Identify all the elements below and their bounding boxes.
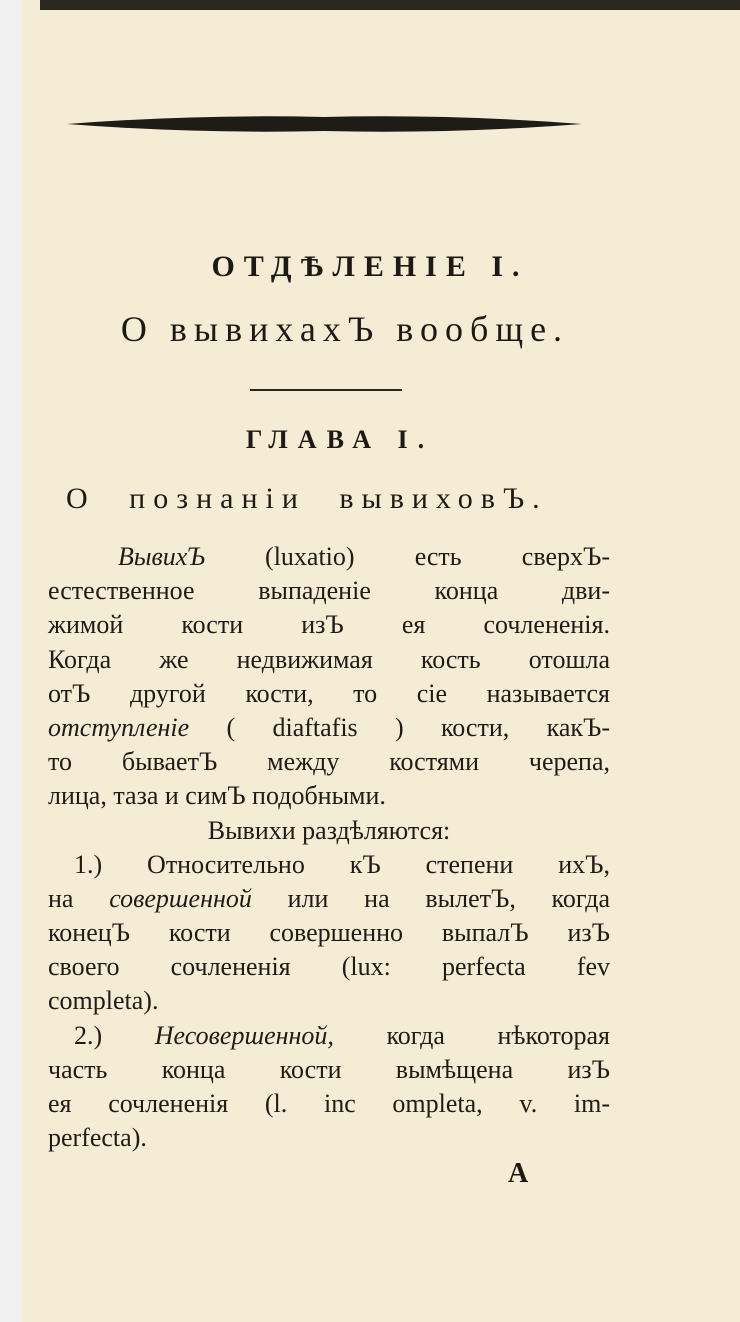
text-line: часть конца кости вымѣщена изЪ (48, 1054, 610, 1084)
text-line: конецЪ кости совершенно выпалЪ изЪ (48, 918, 610, 948)
text-line (48, 711, 610, 745)
text-span: или на вылетЪ, когда (287, 883, 611, 913)
section-subtitle: О вывихахЪ вообще. (120, 309, 570, 349)
text-span: (luxatio) есть сверхЪ- (265, 542, 610, 571)
text-line: Когда же недвижимая кость отошла (48, 644, 610, 674)
text-line: то бываетЪ между костями черепа, (48, 747, 610, 777)
section-title: ОТДѢЛЕНІЕ І. (211, 250, 529, 283)
text-span: 2.) (74, 1020, 103, 1050)
term-italic: совершенной (109, 883, 252, 913)
catchword: А (508, 1158, 529, 1189)
term-italic: Несовершенной, (154, 1020, 334, 1050)
ornamental-rule (67, 116, 582, 132)
term-italic: ВывихЪ (118, 542, 205, 571)
chapter-title: ГЛАВА І. (245, 425, 435, 454)
text-line: 1.) Относительно кЪ степени ихЪ, (74, 849, 610, 879)
text-line: отЪ другой кости, то сіе называется (48, 678, 610, 708)
text-span: на (48, 883, 74, 913)
chapter-subtitle: О познаніи вывиховЪ. (66, 482, 548, 515)
term-italic: отступленіе (48, 712, 190, 742)
text-line: своего сочлененія (lux: perfecta fev (48, 952, 610, 982)
text-line: perfecta). (48, 1123, 147, 1153)
text-span: когда нѣкоторая (386, 1020, 611, 1050)
page-margin-shade (0, 0, 22, 1322)
text-line: ея сочлененія (l. inc ompleta, v. im- (48, 1089, 610, 1118)
text-line (48, 1019, 610, 1053)
text-line (48, 540, 610, 574)
text-line (48, 882, 610, 916)
text-line: жимой кости изЪ ея сочлененія. (48, 610, 610, 640)
page-top-edge (40, 0, 740, 10)
text-line: лица, таза и симЪ подобными. (48, 781, 386, 811)
text-line: Вывихи раздѣляются: (207, 815, 451, 845)
text-line: естественное выпаденіе конца дви- (48, 576, 610, 606)
divider-rule (250, 389, 402, 391)
text-span: ( diaftafis ) кости, какЪ- (226, 712, 611, 742)
body-text (48, 540, 610, 1155)
text-line: completa). (48, 986, 159, 1016)
